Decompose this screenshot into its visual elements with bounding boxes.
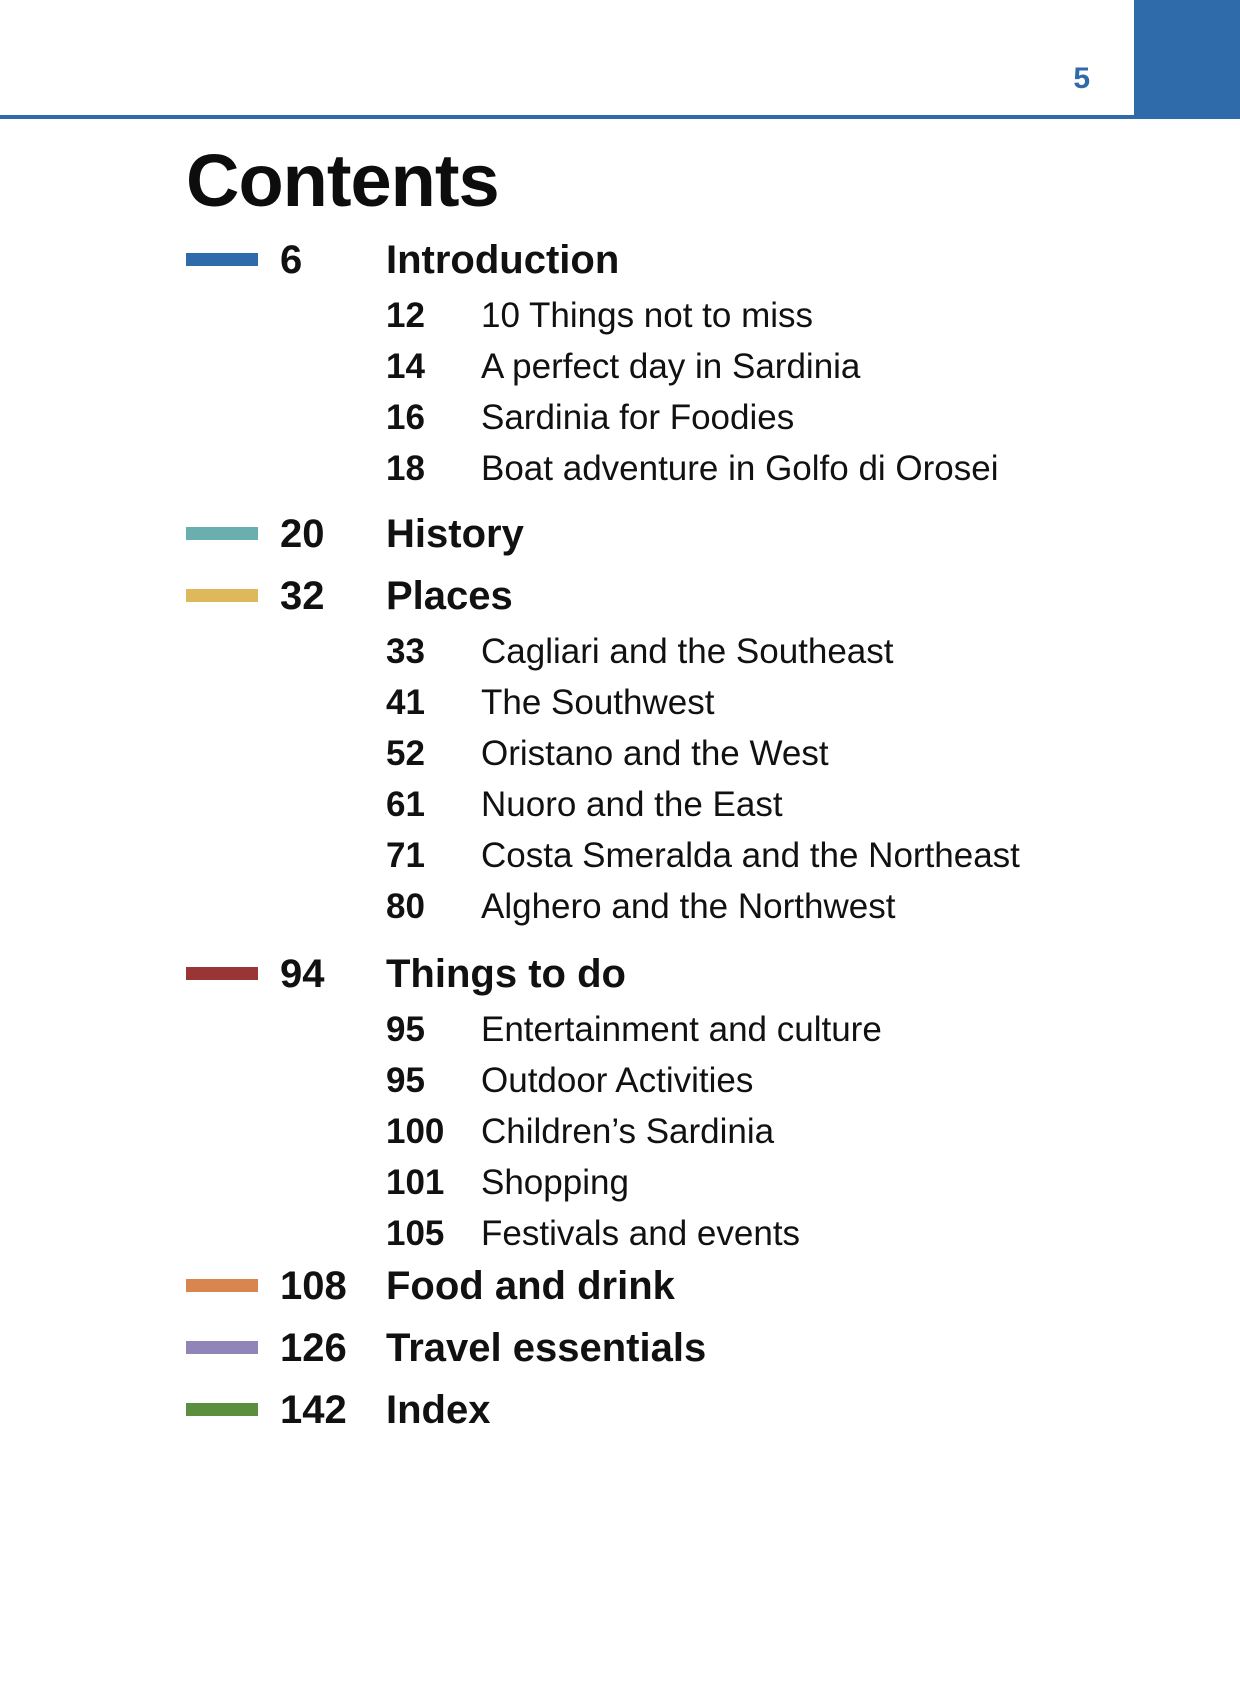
corner-color-block — [1134, 0, 1240, 119]
entry-title: Entertainment and culture — [481, 1010, 882, 1049]
entry-page-number: 101 — [386, 1163, 445, 1202]
section-title: Introduction — [386, 238, 620, 282]
entry-page-number: 71 — [386, 836, 425, 875]
toc-section — [0, 944, 1240, 1259]
section-page-number: 20 — [280, 512, 325, 556]
toc-section — [0, 1318, 1240, 1378]
toc-section — [0, 1256, 1240, 1316]
section-title: Travel essentials — [386, 1326, 707, 1370]
entry-page-number: 95 — [386, 1061, 425, 1100]
entry-page-number: 14 — [386, 347, 425, 386]
section-color-bar — [186, 967, 258, 980]
toc-section-row[interactable] — [0, 230, 1240, 290]
entry-page-number: 52 — [386, 734, 425, 773]
toc-entry[interactable] — [0, 1055, 1240, 1106]
section-title: Index — [386, 1388, 491, 1432]
section-title: Places — [386, 574, 513, 618]
entry-title: Boat adventure in Golfo di Orosei — [481, 449, 999, 488]
toc-section-row[interactable] — [0, 944, 1240, 1004]
entry-title: Outdoor Activities — [481, 1061, 754, 1100]
toc-entry[interactable] — [0, 626, 1240, 677]
section-title: Things to do — [386, 952, 626, 996]
entry-title: Nuoro and the East — [481, 785, 783, 824]
toc-entry[interactable] — [0, 728, 1240, 779]
entry-page-number: 80 — [386, 887, 425, 926]
entry-title: Festivals and events — [481, 1214, 801, 1253]
toc-entry[interactable] — [0, 677, 1240, 728]
toc-section-row[interactable] — [0, 1380, 1240, 1440]
toc-entry[interactable] — [0, 341, 1240, 392]
toc-entry[interactable] — [0, 392, 1240, 443]
section-color-bar — [186, 1279, 258, 1292]
entry-title: Alghero and the Northwest — [481, 887, 896, 926]
entry-page-number: 95 — [386, 1010, 425, 1049]
toc-entry[interactable] — [0, 1208, 1240, 1259]
toc-entry[interactable] — [0, 830, 1240, 881]
section-page-number: 142 — [280, 1388, 347, 1432]
toc-section-row[interactable] — [0, 504, 1240, 564]
entry-title: The Southwest — [481, 683, 715, 722]
section-page-number: 108 — [280, 1264, 347, 1308]
section-page-number: 6 — [280, 238, 303, 282]
entry-title: Children’s Sardinia — [481, 1112, 775, 1151]
entry-title: Shopping — [481, 1163, 629, 1202]
section-page-number: 94 — [280, 952, 325, 996]
entry-title: 10 Things not to miss — [481, 296, 814, 335]
section-color-bar — [186, 253, 258, 266]
section-color-bar — [186, 589, 258, 602]
entry-title: Sardinia for Foodies — [481, 398, 795, 437]
toc-entry[interactable] — [0, 1157, 1240, 1208]
entry-page-number: 41 — [386, 683, 425, 722]
entry-page-number: 12 — [386, 296, 425, 335]
entry-page-number: 16 — [386, 398, 425, 437]
section-page-number: 32 — [280, 574, 325, 618]
header-rule — [0, 115, 1240, 119]
page-title: Contents — [186, 139, 499, 222]
toc-entry[interactable] — [0, 290, 1240, 341]
section-title: Food and drink — [386, 1264, 675, 1308]
section-color-bar — [186, 1341, 258, 1354]
entry-page-number: 33 — [386, 632, 425, 671]
toc-entry[interactable] — [0, 881, 1240, 932]
toc-section — [0, 1380, 1240, 1440]
toc-entry[interactable] — [0, 1106, 1240, 1157]
toc-section — [0, 504, 1240, 564]
toc-entry[interactable] — [0, 1004, 1240, 1055]
toc-section-row[interactable] — [0, 1318, 1240, 1378]
section-page-number: 126 — [280, 1326, 347, 1370]
section-title: History — [386, 512, 524, 556]
toc-entry[interactable] — [0, 779, 1240, 830]
entry-title: A perfect day in Sardinia — [481, 347, 861, 386]
section-color-bar — [186, 527, 258, 540]
toc-section-row[interactable] — [0, 566, 1240, 626]
entry-page-number: 100 — [386, 1112, 445, 1151]
toc-entry[interactable] — [0, 443, 1240, 494]
entry-page-number: 105 — [386, 1214, 445, 1253]
page-number: 5 — [1073, 62, 1090, 95]
entry-title: Oristano and the West — [481, 734, 829, 773]
section-color-bar — [186, 1403, 258, 1416]
entry-title: Cagliari and the Southeast — [481, 632, 894, 671]
entry-title: Costa Smeralda and the Northeast — [481, 836, 1020, 875]
toc-section-row[interactable] — [0, 1256, 1240, 1316]
toc-section — [0, 230, 1240, 494]
toc-section — [0, 566, 1240, 932]
entry-page-number: 18 — [386, 449, 425, 488]
entry-page-number: 61 — [386, 785, 425, 824]
